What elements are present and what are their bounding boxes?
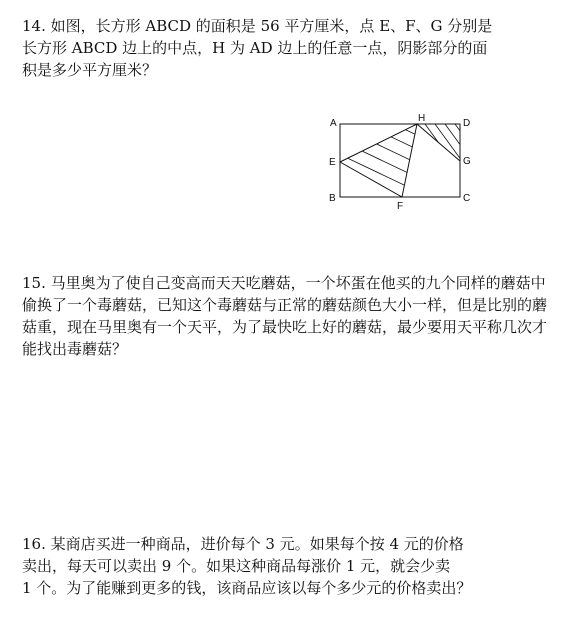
label-a: A [330,118,337,129]
problem-14-line-1: 14. 如图，长方形 ABCD 的面积是 56 平方厘米，点 E、F、G 分别是 [22,17,493,35]
hatch-triangle-ehf [322,110,482,214]
problem-16-line-1: 16. 某商店买进一种商品，进价每个 3 元。如果每个按 4 元的价格 [22,535,464,553]
problem-15-line-2: 偷换了一个毒蘑菇，已知这个毒蘑菇与正常的蘑菇颜色大小一样，但是比别的蘑 [22,296,548,314]
hatch-triangle-hdg [425,124,482,172]
label-b: B [329,193,336,204]
rectangle-abcd-figure [322,110,482,214]
rectangle-abcd [340,124,460,197]
problem-16-line-2: 卖出，每天可以卖出 9 个。如果这种商品每涨价 1 元，就会少卖 [22,557,451,575]
segment-hg [417,124,460,161]
problem-16 [22,533,567,599]
problem-15-line-4: 能找出毒蘑菇？ [22,340,128,358]
problem-16-line-3: 1 个。为了能赚到更多的钱，该商品应该以每个多少元的价格卖出？ [22,579,472,597]
label-g: G [463,156,471,167]
problem-15 [22,272,567,360]
label-h: H [418,113,426,124]
outline-triangle-ehf [340,124,417,197]
label-d: D [463,118,471,129]
label-f: F [397,201,404,212]
label-e: E [329,157,336,168]
label-c: C [463,193,471,204]
problem-14-line-3: 积是多少平方厘米？ [22,61,158,79]
problem-15-line-1: 15. 马里奥为了使自己变高而天天吃蘑菇，一个坏蛋在他买的九个同样的蘑菇中 [22,274,546,292]
problem-14 [22,15,567,81]
problem-15-line-3: 菇重，现在马里奥有一个天平，为了最快吃上好的蘑菇，最少要用天平称几次才 [22,318,548,336]
problem-14-line-2: 长方形 ABCD 边上的中点，H 为 AD 边上的任意一点，阴影部分的面 [22,39,488,57]
